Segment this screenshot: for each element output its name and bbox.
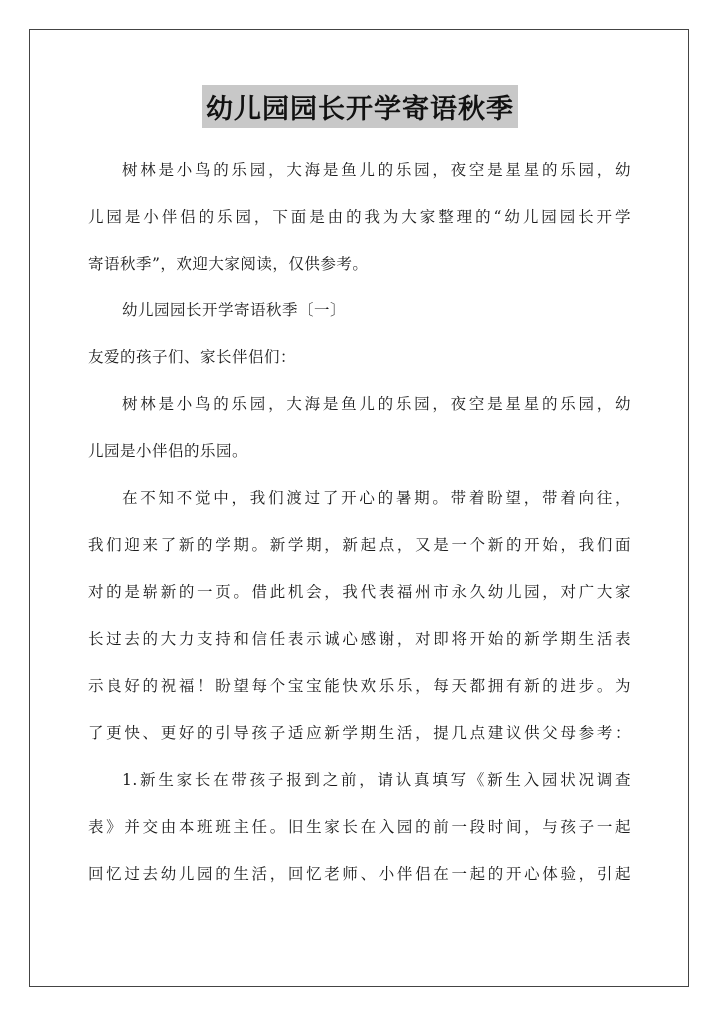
document-title: 幼儿园园长开学寄语秋季	[202, 85, 518, 128]
title-container	[0, 85, 720, 128]
paragraph-line: 了更快、更好的引导孩子适应新学期生活，提几点建议供父母参考：	[88, 724, 631, 742]
paragraph-line: 在不知不觉中，我们渡过了开心的暑期。带着盼望，带着向往，	[122, 489, 631, 507]
salutation: 友爱的孩子们、家长伴侣们：	[88, 348, 297, 366]
paragraph-line: 儿园是小伴侣的乐园，下面是由的我为大家整理的“幼儿园园长开学	[88, 208, 631, 226]
paragraph-line: 对的是崭新的一页。借此机会，我代表福州市永久幼儿园，对广大家	[88, 583, 631, 601]
paragraph-line: 儿园是小伴侣的乐园。	[88, 442, 249, 460]
paragraph-line: 长过去的大力支持和信任表示诚心感谢，对即将开始的新学期生活表	[88, 630, 631, 648]
paragraph-line: 1.新生家长在带孩子报到之前，请认真填写《新生入园状况调查	[122, 771, 631, 789]
paragraph-line: 我们迎来了新的学期。新学期，新起点，又是一个新的开始，我们面	[88, 536, 631, 554]
paragraph-line: 表》并交由本班班主任。旧生家长在入园的前一段时间，与孩子一起	[88, 818, 631, 836]
paragraph-line: 树林是小鸟的乐园，大海是鱼儿的乐园，夜空是星星的乐园，幼	[122, 395, 631, 413]
paragraph-line: 寄语秋季”，欢迎大家阅读，仅供参考。	[88, 255, 369, 273]
section-heading: 幼儿园园长开学寄语秋季〔一〕	[122, 301, 347, 319]
paragraph-line: 树林是小鸟的乐园，大海是鱼儿的乐园，夜空是星星的乐园，幼	[122, 161, 631, 179]
paragraph-line: 回忆过去幼儿园的生活，回忆老师、小伴侣在一起的开心体验，引起	[88, 865, 631, 883]
paragraph-line: 示良好的祝福！盼望每个宝宝能快欢乐乐，每天都拥有新的进步。为	[88, 677, 631, 695]
